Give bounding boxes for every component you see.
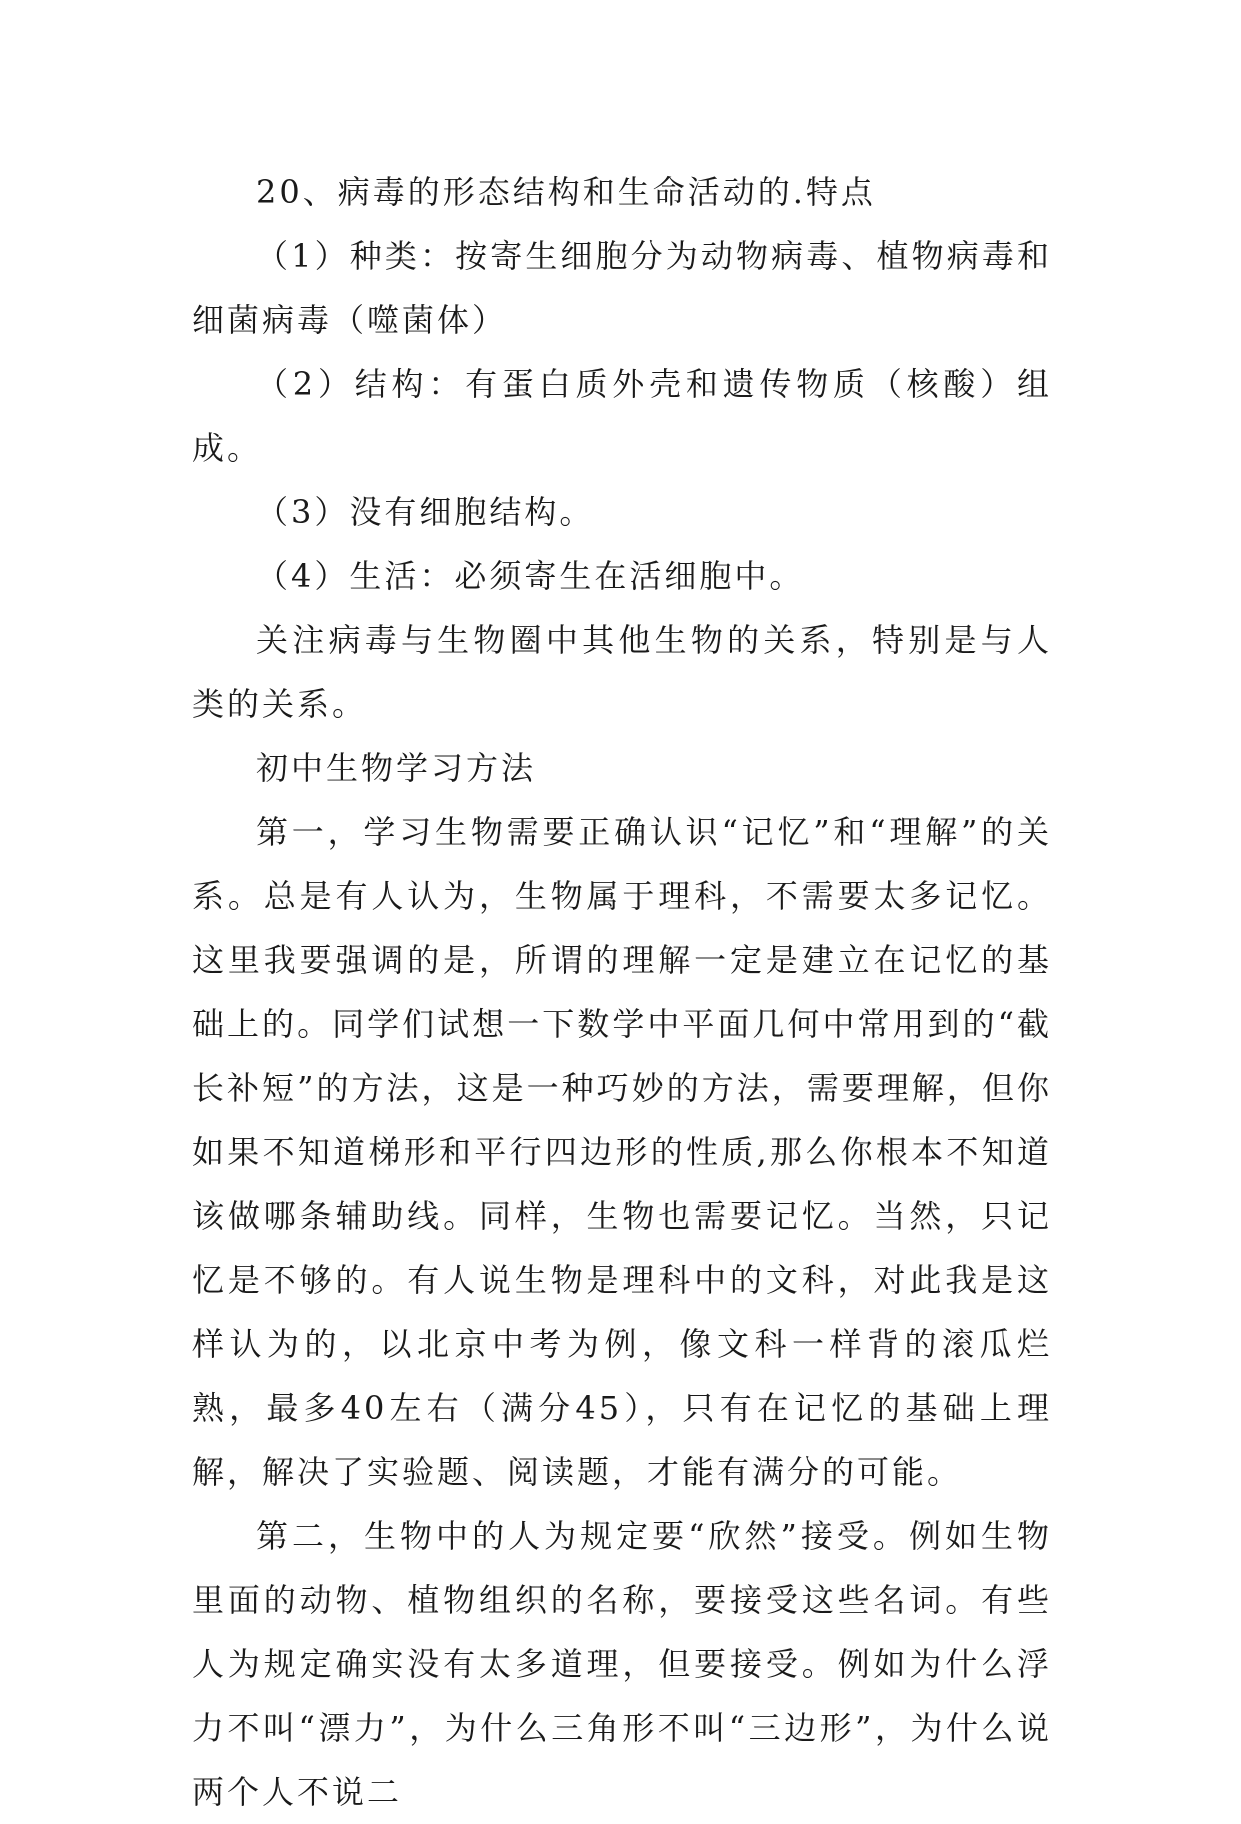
- document-body: [192, 160, 1052, 1824]
- method-heading: 初中生物学习方法: [256, 749, 537, 787]
- list-item: （2）结构：有蛋白质外壳和遗传物质（核酸）组成。: [192, 365, 1052, 467]
- section-heading: 20、病毒的形态结构和生命活动的.特点: [256, 173, 876, 211]
- list-item: （1）种类：按寄生细胞分为动物病毒、植物病毒和细菌病毒（噬菌体）: [192, 237, 1052, 339]
- relation-paragraph: 关注病毒与生物圈中其他生物的关系，特别是与人类的关系。: [192, 621, 1052, 723]
- paragraph-first: 第一，学习生物需要正确认识“记忆”和“理解”的关系。总是有人认为，生物属于理科，不需要太多记忆。这里我要强调的是，所谓的理解一定是建立在记忆的基础上的。同学们试想一下数学中平面几何中常用到的“截长补短”的方法，这是一种巧妙的方法，需要理解，但你如果不知道梯形和平行四边形的性质,那么你根本不知道该做哪条辅助线。同样，生物也需要记忆。当然，只记忆是不够的。有人说生物是理科中的文科，对此我是这样认为的，以北京中考为例，像文科一样背的滚瓜烂熟，最多40左右（满分45），只有在记忆的基础上理解，解决了实验题、阅读题，才能有满分的可能。: [192, 813, 1052, 1491]
- list-item: （3）没有细胞结构。: [256, 493, 595, 531]
- paragraph-second: 第二，生物中的人为规定要“欣然”接受。例如生物里面的动物、植物组织的名称，要接受这些名词。有些人为规定确实没有太多道理，但要接受。例如为什么浮力不叫“漂力”，为什么三角形不叫“三边形”，为什么说两个人不说二: [192, 1517, 1052, 1811]
- list-item: （4）生活：必须寄生在活细胞中。: [256, 557, 805, 595]
